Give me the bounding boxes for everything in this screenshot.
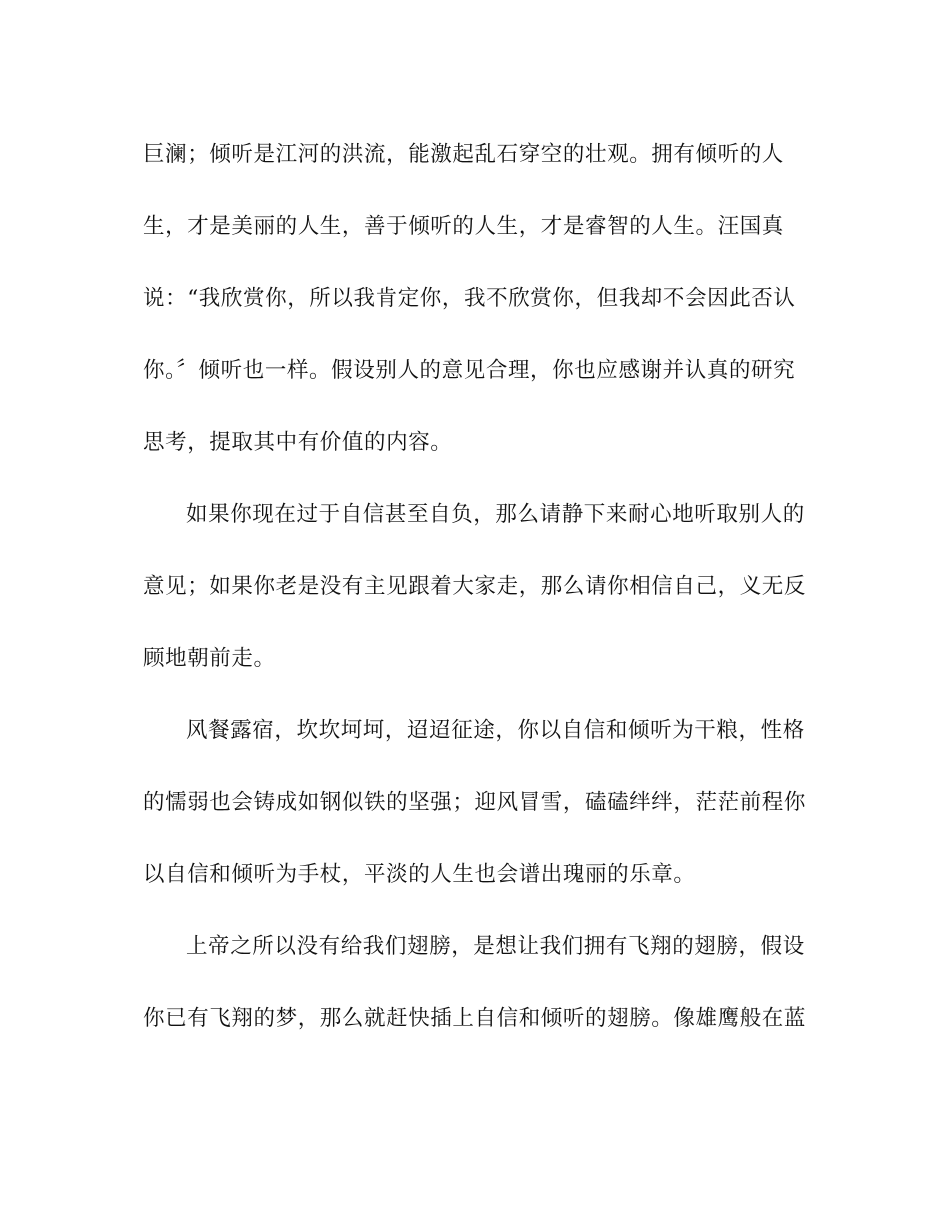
text-line: 巨澜；倾听是江河的洪流，能激起乱石穿空的壮观。拥有倾听的人 bbox=[143, 142, 784, 167]
text-line: 以自信和倾听为手杖，平淡的人生也会谱出瑰丽的乐章。 bbox=[143, 862, 696, 887]
paragraph-first-line: 如果你现在过于自信甚至自负，那么请静下来耐心地听取别人的 bbox=[186, 502, 805, 527]
text-line: 思考，提取其中有价值的内容。 bbox=[143, 430, 453, 455]
text-line: 顾地朝前走。 bbox=[143, 646, 276, 671]
text-line: 生，才是美丽的人生，善于倾听的人生，才是睿智的人生。汪国真 bbox=[143, 214, 784, 239]
text-line: 你已有飞翔的梦，那么就赶快插上自信和倾听的翅膀。像雄鹰般在蓝 bbox=[143, 1006, 807, 1031]
text-line: 意见；如果你老是没有主见跟着大家走，那么请你相信自己，义无反 bbox=[143, 574, 807, 599]
paragraph-first-line: 风餐露宿，坎坎坷坷，迢迢征途，你以自信和倾听为干粮，性格 bbox=[186, 718, 805, 743]
text-line: 说：“我欣赏你，所以我肯定你，我不欣赏你，但我却不会因此否认 bbox=[143, 286, 796, 311]
text-line: 的懦弱也会铸成如钢似铁的坚强；迎风冒雪，磕磕绊绊，茫茫前程你 bbox=[143, 790, 807, 815]
paragraph-first-line: 上帝之所以没有给我们翅膀，是想让我们拥有飞翔的翅膀，假设 bbox=[186, 934, 805, 959]
text-line: 你。〞倾听也一样。假设别人的意见合理，你也应感谢并认真的研究 bbox=[143, 358, 796, 383]
